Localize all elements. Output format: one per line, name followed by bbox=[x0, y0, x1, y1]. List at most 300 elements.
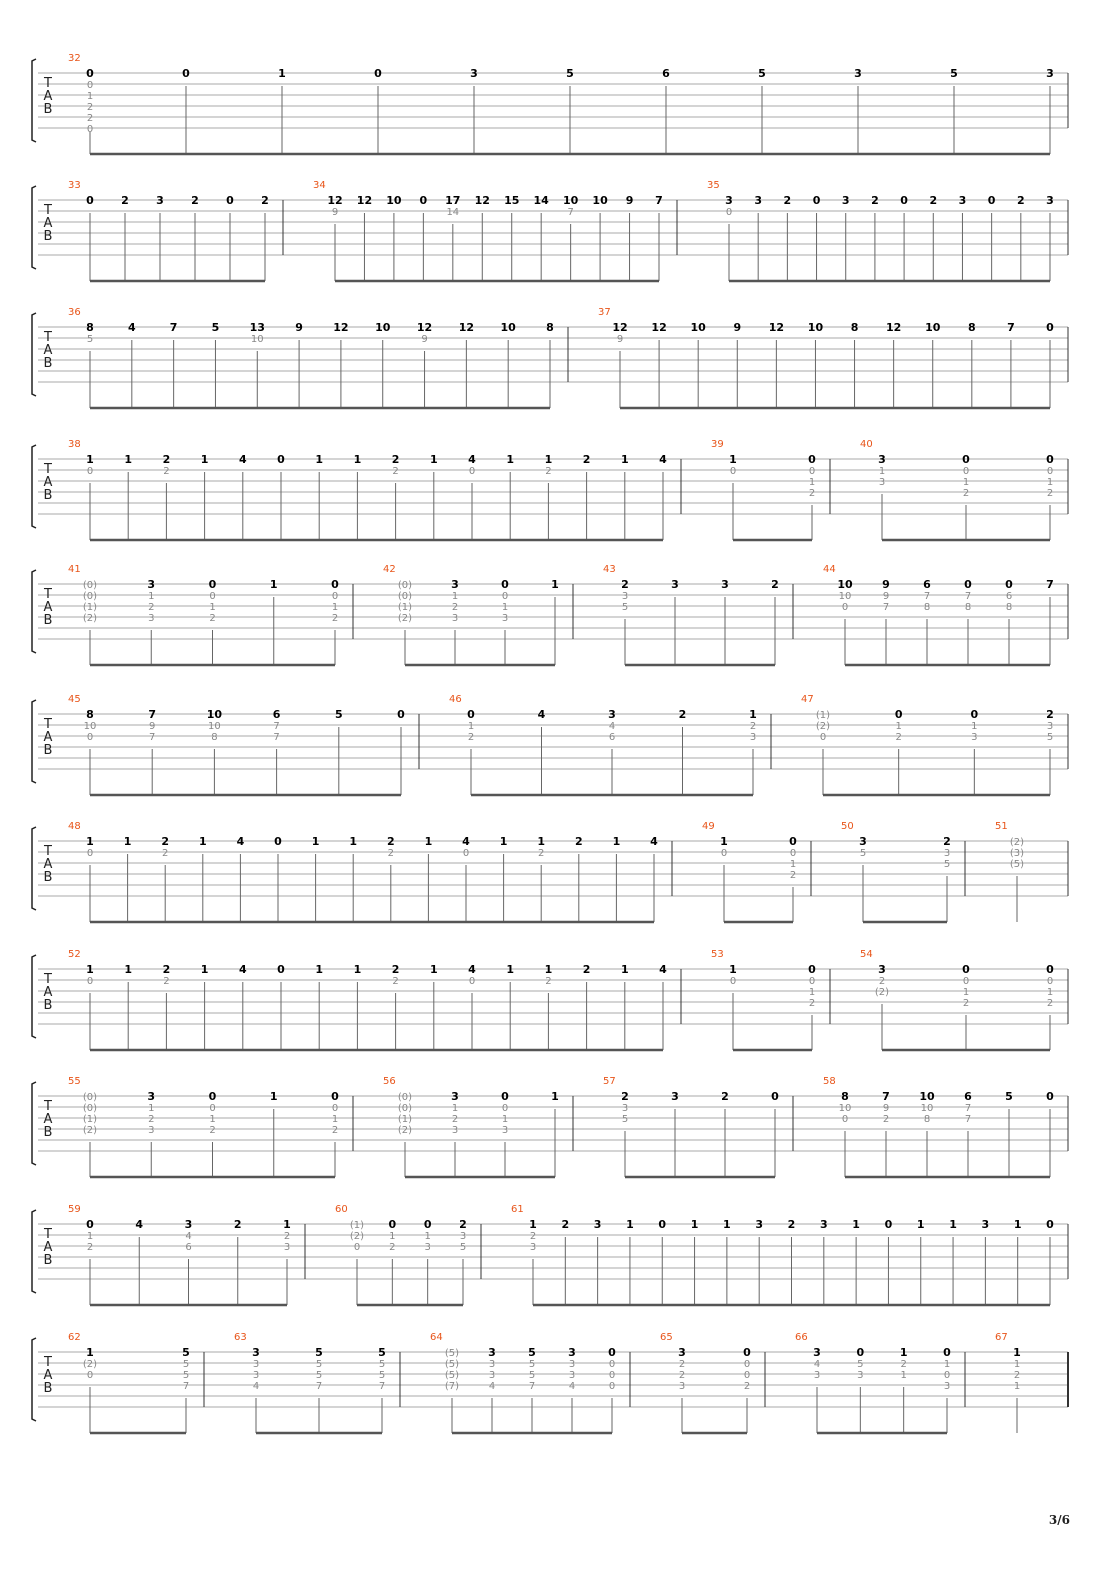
fret-number: 7 bbox=[964, 1114, 972, 1125]
fret-number: 12 bbox=[356, 194, 373, 207]
fret-number: 1 bbox=[349, 835, 358, 848]
fret-number: 1 bbox=[551, 1090, 559, 1103]
fret-number: 8 bbox=[964, 602, 972, 613]
fret-number: 2 bbox=[121, 194, 129, 207]
fret-number: 0 bbox=[86, 194, 94, 207]
fret-number: 10 bbox=[206, 708, 223, 721]
fret-number: 9 bbox=[295, 321, 303, 334]
fret-number: 3 bbox=[451, 613, 459, 624]
fret-number: 0 bbox=[962, 963, 970, 976]
fret-number: 0 bbox=[808, 963, 816, 976]
fret-number: 3 bbox=[283, 1242, 291, 1253]
tab-clef-letter: T bbox=[44, 717, 52, 732]
fret-number: (0) bbox=[397, 580, 413, 591]
fret-number: 7 bbox=[528, 1381, 536, 1392]
fret-number: (2) bbox=[82, 613, 98, 624]
fret-number: 0 bbox=[743, 1370, 751, 1381]
fret-number: 7 bbox=[1046, 578, 1054, 591]
fret-number: 0 bbox=[789, 835, 797, 848]
fret-number: 1 bbox=[269, 578, 278, 591]
fret-number: 3 bbox=[1046, 67, 1054, 80]
fret-number: 6 bbox=[272, 708, 281, 721]
measure-number: 41 bbox=[68, 564, 81, 575]
fret-number: 0 bbox=[789, 848, 797, 859]
fret-number: 2 bbox=[678, 708, 687, 721]
fret-number: 2 bbox=[882, 1114, 890, 1125]
tab-clef-letter: B bbox=[43, 1253, 53, 1268]
fret-number: 2 bbox=[1046, 488, 1054, 499]
tab-clef-letter: A bbox=[43, 857, 53, 872]
fret-number: 2 bbox=[209, 1125, 216, 1136]
fret-number: 1 bbox=[626, 1218, 634, 1231]
fret-number: 0 bbox=[397, 708, 405, 721]
fret-number: 12 bbox=[458, 321, 475, 334]
fret-number: 4 bbox=[238, 963, 247, 976]
measure-number: 48 bbox=[68, 821, 81, 832]
fret-number: 8 bbox=[1005, 602, 1013, 613]
fret-number: 12 bbox=[612, 321, 628, 334]
fret-number: 0 bbox=[743, 1359, 751, 1370]
system-bracket bbox=[32, 186, 36, 269]
fret-number: 0 bbox=[353, 1242, 361, 1253]
fret-number: 10 bbox=[386, 194, 402, 207]
fret-number: 3 bbox=[459, 1231, 467, 1242]
tab-clef-letter: T bbox=[44, 587, 52, 602]
fret-number: 3 bbox=[819, 1218, 828, 1231]
fret-number: 4 bbox=[468, 453, 476, 466]
fret-number: 5 bbox=[378, 1346, 386, 1359]
fret-number: 1 bbox=[690, 1218, 699, 1231]
fret-number: 0 bbox=[808, 976, 816, 987]
fret-number: 2 bbox=[783, 194, 792, 207]
fret-number: 12 bbox=[885, 321, 902, 334]
fret-number: 0 bbox=[987, 194, 996, 207]
fret-number: 14 bbox=[446, 207, 460, 218]
measure-number: 45 bbox=[68, 694, 81, 705]
fret-number: 1 bbox=[1046, 477, 1054, 488]
tab-clef-letter: B bbox=[43, 1125, 53, 1140]
fret-number: 0 bbox=[274, 835, 282, 848]
fret-number: 3 bbox=[854, 67, 862, 80]
tab-clef-letter: B bbox=[43, 356, 53, 371]
fret-number: 2 bbox=[808, 998, 816, 1009]
fret-number: 6 bbox=[185, 1242, 192, 1253]
fret-number: 3 bbox=[593, 1218, 602, 1231]
fret-number: 5 bbox=[566, 67, 574, 80]
fret-number: 1 bbox=[269, 1090, 278, 1103]
fret-number: 0 bbox=[819, 732, 827, 743]
fret-number: 0 bbox=[970, 708, 979, 721]
fret-number: 2 bbox=[771, 578, 779, 591]
fret-number: 7 bbox=[882, 1090, 890, 1103]
fret-number: 0 bbox=[501, 1090, 509, 1103]
fret-number: 3 bbox=[451, 578, 459, 591]
fret-number: 1 bbox=[949, 1218, 957, 1231]
fret-number: 8 bbox=[86, 708, 94, 721]
tab-clef-letter: A bbox=[43, 216, 53, 231]
fret-number: 1 bbox=[124, 963, 133, 976]
fret-number: 3 bbox=[608, 708, 616, 721]
fret-number: 2 bbox=[621, 1090, 629, 1103]
fret-number: 1 bbox=[529, 1218, 537, 1231]
fret-number: 1 bbox=[429, 453, 438, 466]
fret-number: 0 bbox=[608, 1370, 616, 1381]
fret-number: (1) bbox=[349, 1220, 365, 1231]
fret-number: 0 bbox=[1046, 1218, 1054, 1231]
measure-number: 34 bbox=[313, 180, 326, 191]
fret-number: (2) bbox=[1009, 837, 1025, 848]
system-bracket bbox=[32, 1082, 36, 1165]
fret-number: 3 bbox=[755, 1218, 764, 1231]
fret-number: 1 bbox=[506, 963, 515, 976]
tab-clef-letter: A bbox=[43, 985, 53, 1000]
fret-number: 0 bbox=[462, 848, 470, 859]
measure-number: 57 bbox=[603, 1076, 616, 1087]
fret-number: 5 bbox=[943, 859, 951, 870]
fret-number: 5 bbox=[758, 67, 766, 80]
fret-number: (1) bbox=[815, 710, 831, 721]
fret-number: 10 bbox=[83, 721, 97, 732]
fret-number: 1 bbox=[971, 721, 978, 732]
fret-number: (2) bbox=[397, 1125, 413, 1136]
tab-clef-letter: T bbox=[44, 203, 52, 218]
fret-number: 0 bbox=[419, 194, 428, 207]
fret-number: 1 bbox=[808, 987, 816, 998]
fret-number: 9 bbox=[421, 334, 428, 345]
fret-number: (2) bbox=[82, 1125, 98, 1136]
fret-number: 1 bbox=[729, 963, 737, 976]
fret-number: 6 bbox=[964, 1090, 972, 1103]
tab-clef-letter: A bbox=[43, 475, 53, 490]
fret-number: 5 bbox=[528, 1346, 536, 1359]
fret-number: 2 bbox=[451, 602, 459, 613]
fret-number: 1 bbox=[86, 963, 94, 976]
fret-number: 3 bbox=[857, 1370, 864, 1381]
fret-number: 6 bbox=[923, 578, 931, 591]
fret-number: 1 bbox=[895, 721, 902, 732]
fret-number: 7 bbox=[378, 1381, 386, 1392]
fret-number: 9 bbox=[882, 1103, 890, 1114]
fret-number: 0 bbox=[182, 67, 190, 80]
fret-number: 3 bbox=[943, 848, 951, 859]
fret-number: 1 bbox=[198, 835, 207, 848]
system-bracket bbox=[32, 1210, 36, 1293]
fret-number: 3 bbox=[754, 194, 763, 207]
fret-number: 2 bbox=[148, 1114, 155, 1125]
fret-number: 10 bbox=[208, 721, 221, 732]
fret-number: 10 bbox=[690, 321, 706, 334]
fret-number: 4 bbox=[608, 721, 616, 732]
fret-number: 1 bbox=[729, 453, 737, 466]
fret-number: 2 bbox=[392, 976, 399, 987]
fret-number: 0 bbox=[943, 1346, 951, 1359]
fret-number: 2 bbox=[962, 998, 970, 1009]
fret-number: (5) bbox=[1009, 859, 1025, 870]
tab-clef-letter: B bbox=[43, 743, 53, 758]
fret-number: 1 bbox=[86, 835, 94, 848]
fret-number: 2 bbox=[561, 1218, 570, 1231]
fret-number: 5 bbox=[378, 1370, 386, 1381]
fret-number: 2 bbox=[86, 113, 94, 124]
fret-number: 0 bbox=[331, 1103, 339, 1114]
fret-number: 2 bbox=[386, 835, 395, 848]
fret-number: 3 bbox=[147, 1090, 156, 1103]
fret-number: (0) bbox=[82, 580, 98, 591]
fret-number: 12 bbox=[416, 321, 433, 334]
measure-number: 61 bbox=[511, 1204, 524, 1215]
fret-number: 0 bbox=[468, 976, 476, 987]
fret-number: 1 bbox=[916, 1218, 925, 1231]
fret-number: 0 bbox=[86, 67, 94, 80]
fret-number: 1 bbox=[720, 835, 728, 848]
fret-number: 4 bbox=[468, 963, 476, 976]
fret-number: 0 bbox=[658, 1218, 667, 1231]
fret-number: 5 bbox=[859, 848, 867, 859]
fret-number: 4 bbox=[650, 835, 658, 848]
fret-number: 0 bbox=[388, 1218, 397, 1231]
fret-number: 2 bbox=[392, 466, 399, 477]
fret-number: 7 bbox=[315, 1381, 323, 1392]
measure-number: 40 bbox=[860, 439, 873, 450]
fret-number: 2 bbox=[538, 848, 545, 859]
fret-number: 3 bbox=[252, 1359, 260, 1370]
fret-number: 3 bbox=[971, 732, 978, 743]
fret-number: 2 bbox=[878, 976, 886, 987]
tab-clef-letter: T bbox=[44, 1099, 52, 1114]
fret-number: 5 bbox=[1046, 732, 1054, 743]
fret-number: 10 bbox=[375, 321, 391, 334]
fret-number: 10 bbox=[807, 321, 824, 334]
fret-number: 1 bbox=[501, 1114, 509, 1125]
fret-number: 0 bbox=[208, 1090, 217, 1103]
fret-number: 3 bbox=[451, 1125, 459, 1136]
fret-number: 0 bbox=[729, 466, 737, 477]
fret-number: 0 bbox=[86, 1218, 94, 1231]
fret-number: 1 bbox=[124, 453, 133, 466]
measure-number: 39 bbox=[711, 439, 724, 450]
fret-number: 12 bbox=[333, 321, 349, 334]
fret-number: 2 bbox=[162, 453, 171, 466]
fret-number: 5 bbox=[182, 1359, 190, 1370]
fret-number: 1 bbox=[878, 466, 886, 477]
measure-number: 54 bbox=[860, 949, 873, 960]
fret-number: 3 bbox=[813, 1370, 821, 1381]
fret-number: 3 bbox=[981, 1218, 990, 1231]
fret-number: 6 bbox=[608, 732, 616, 743]
fret-number: 5 bbox=[182, 1370, 190, 1381]
fret-number: 0 bbox=[226, 194, 234, 207]
fret-number: 8 bbox=[841, 1090, 849, 1103]
fret-number: 3 bbox=[878, 453, 886, 466]
fret-number: 3 bbox=[184, 1218, 193, 1231]
fret-number: 2 bbox=[233, 1218, 242, 1231]
fret-number: 0 bbox=[86, 1370, 94, 1381]
fret-number: 3 bbox=[1046, 721, 1054, 732]
fret-number: 0 bbox=[962, 453, 970, 466]
fret-number: 0 bbox=[86, 80, 94, 91]
fret-number: 1 bbox=[148, 591, 155, 602]
fret-number: 3 bbox=[488, 1370, 496, 1381]
fret-number: 0 bbox=[374, 67, 382, 80]
fret-number: 4 bbox=[659, 453, 667, 466]
fret-number: 9 bbox=[882, 578, 890, 591]
fret-number: 1 bbox=[123, 835, 132, 848]
fret-number: 0 bbox=[1046, 976, 1054, 987]
fret-number: 3 bbox=[749, 732, 757, 743]
fret-number: 2 bbox=[86, 1242, 94, 1253]
fret-number: 3 bbox=[721, 578, 729, 591]
fret-number: 1 bbox=[429, 963, 438, 976]
fret-number: 3 bbox=[252, 1370, 260, 1381]
fret-number: 10 bbox=[838, 1103, 852, 1114]
fret-number: 2 bbox=[391, 963, 400, 976]
fret-number: 2 bbox=[871, 194, 879, 207]
fret-number: 2 bbox=[148, 602, 155, 613]
fret-number: 0 bbox=[720, 848, 728, 859]
tab-clef-letter: B bbox=[43, 229, 53, 244]
measure-number: 59 bbox=[68, 1204, 81, 1215]
fret-number: 15 bbox=[504, 194, 520, 207]
fret-number: 1 bbox=[537, 835, 546, 848]
measure-number: 47 bbox=[801, 694, 814, 705]
tab-clef-letter: T bbox=[44, 844, 52, 859]
fret-number: 2 bbox=[721, 1090, 729, 1103]
system-bracket bbox=[32, 955, 36, 1038]
fret-number: 3 bbox=[859, 835, 867, 848]
fret-number: 2 bbox=[86, 102, 94, 113]
fret-number: (5) bbox=[444, 1359, 460, 1370]
fret-number: 2 bbox=[387, 848, 394, 859]
system-bracket bbox=[32, 700, 36, 783]
fret-number: 5 bbox=[378, 1359, 386, 1370]
fret-number: (1) bbox=[82, 1114, 98, 1125]
fret-number: 0 bbox=[501, 578, 509, 591]
measure-number: 38 bbox=[68, 439, 81, 450]
fret-number: (2) bbox=[874, 987, 890, 998]
fret-number: 1 bbox=[353, 453, 362, 466]
fret-number: 7 bbox=[273, 732, 280, 743]
fret-number: 2 bbox=[895, 732, 902, 743]
fret-number: 5 bbox=[315, 1370, 323, 1381]
fret-number: 3 bbox=[1046, 194, 1054, 207]
fret-number: 2 bbox=[162, 848, 169, 859]
fret-number: 0 bbox=[856, 1346, 865, 1359]
fret-number: 1 bbox=[899, 1346, 908, 1359]
measure-number: 56 bbox=[383, 1076, 396, 1087]
fret-number: 0 bbox=[86, 466, 94, 477]
fret-number: 7 bbox=[655, 194, 663, 207]
fret-number: 2 bbox=[789, 870, 797, 881]
fret-number: 2 bbox=[545, 976, 552, 987]
fret-number: 7 bbox=[567, 207, 574, 218]
fret-number: (0) bbox=[82, 1103, 98, 1114]
fret-number: 1 bbox=[962, 987, 970, 998]
fret-number: 0 bbox=[1046, 453, 1054, 466]
fret-number: 3 bbox=[621, 1103, 629, 1114]
fret-number: 3 bbox=[958, 194, 967, 207]
fret-number: 1 bbox=[749, 708, 757, 721]
tab-clef-letter: B bbox=[43, 998, 53, 1013]
fret-number: 3 bbox=[488, 1346, 496, 1359]
fret-number: 1 bbox=[723, 1218, 731, 1231]
measure-number: 65 bbox=[660, 1332, 673, 1343]
fret-number: 0 bbox=[729, 976, 737, 987]
fret-number: 8 bbox=[850, 321, 859, 334]
measure-number: 55 bbox=[68, 1076, 81, 1087]
tab-clef-letter: T bbox=[44, 76, 52, 91]
fret-number: 12 bbox=[651, 321, 667, 334]
fret-number: 7 bbox=[1007, 321, 1015, 334]
fret-number: 0 bbox=[608, 1359, 616, 1370]
fret-number: (2) bbox=[349, 1231, 365, 1242]
fret-number: 4 bbox=[135, 1218, 144, 1231]
fret-number: 2 bbox=[389, 1242, 396, 1253]
fret-number: 0 bbox=[841, 1114, 849, 1125]
fret-number: 1 bbox=[852, 1218, 860, 1231]
fret-number: 1 bbox=[283, 1218, 291, 1231]
fret-number: 2 bbox=[459, 1218, 467, 1231]
fret-number: 0 bbox=[808, 453, 816, 466]
fret-number: 0 bbox=[884, 1218, 893, 1231]
system-bracket bbox=[32, 1338, 36, 1421]
fret-number: 9 bbox=[149, 721, 156, 732]
fret-number: 0 bbox=[467, 708, 475, 721]
fret-number: 8 bbox=[546, 321, 554, 334]
fret-number: 2 bbox=[743, 1381, 751, 1392]
fret-number: 1 bbox=[467, 721, 475, 732]
fret-number: 0 bbox=[501, 1103, 509, 1114]
fret-number: 17 bbox=[445, 194, 461, 207]
fret-number: 8 bbox=[86, 321, 94, 334]
measure-number: 64 bbox=[430, 1332, 443, 1343]
fret-number: 10 bbox=[592, 194, 608, 207]
fret-number: 9 bbox=[331, 207, 339, 218]
fret-number: 5 bbox=[528, 1359, 536, 1370]
fret-number: 1 bbox=[962, 477, 970, 488]
fret-number: 5 bbox=[857, 1359, 864, 1370]
fret-number: 0 bbox=[1046, 1090, 1054, 1103]
fret-number: 3 bbox=[488, 1359, 496, 1370]
fret-number: 0 bbox=[608, 1381, 616, 1392]
fret-number: 0 bbox=[331, 1090, 339, 1103]
tab-clef-letter: T bbox=[44, 462, 52, 477]
fret-number: 3 bbox=[148, 613, 155, 624]
system-bracket bbox=[32, 313, 36, 396]
fret-number: 1 bbox=[501, 602, 509, 613]
fret-number: 3 bbox=[252, 1346, 260, 1359]
measure-number: 44 bbox=[823, 564, 836, 575]
fret-number: 14 bbox=[533, 194, 549, 207]
fret-number: 1 bbox=[808, 477, 816, 488]
fret-number: 5 bbox=[86, 334, 94, 345]
fret-number: 8 bbox=[923, 1114, 931, 1125]
fret-number: 1 bbox=[389, 1231, 396, 1242]
fret-number: 1 bbox=[278, 67, 286, 80]
fret-number: (1) bbox=[397, 602, 413, 613]
fret-number: 1 bbox=[1013, 1359, 1021, 1370]
fret-number: 2 bbox=[574, 835, 583, 848]
tab-clef-letter: A bbox=[43, 1240, 53, 1255]
fret-number: 3 bbox=[671, 1090, 679, 1103]
fret-number: 7 bbox=[182, 1381, 190, 1392]
fret-number: 4 bbox=[236, 835, 245, 848]
fret-number: 5 bbox=[315, 1359, 323, 1370]
tab-clef-letter: A bbox=[43, 343, 53, 358]
fret-number: 1 bbox=[1013, 1218, 1022, 1231]
fret-number: 7 bbox=[148, 708, 157, 721]
fret-number: 0 bbox=[209, 1103, 216, 1114]
measure-number: 58 bbox=[823, 1076, 836, 1087]
